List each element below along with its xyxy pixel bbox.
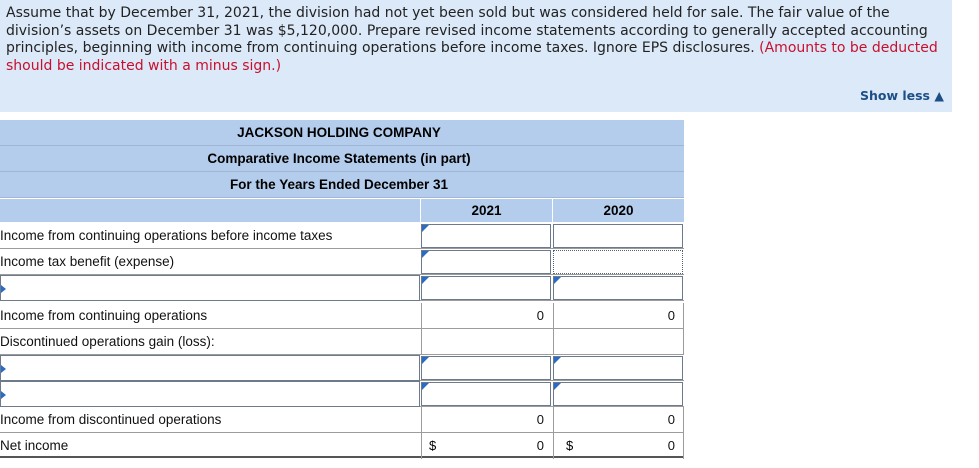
show-less-link[interactable] xyxy=(860,88,944,103)
dropdown-marker-icon xyxy=(1,285,6,293)
row-label: Discontinued operations gain (loss): xyxy=(0,334,215,349)
statement-period-row xyxy=(0,172,684,198)
value-2021 xyxy=(421,329,552,355)
income-statement-table xyxy=(0,120,686,460)
column-header-blank xyxy=(0,199,420,222)
amount-input-2021[interactable] xyxy=(421,276,551,300)
value-2020 xyxy=(553,329,684,355)
row-label: Income from discontinued operations xyxy=(0,412,222,427)
label-input[interactable] xyxy=(0,355,420,381)
show-less-label: Show less xyxy=(859,88,931,103)
table-row xyxy=(0,275,684,301)
question-note: (Amounts to be deducted should be indicated with a minus sign.) xyxy=(6,40,938,74)
dropdown-marker-icon xyxy=(422,251,429,258)
triangle-up-icon: ▲ xyxy=(934,88,944,103)
row-label: Income from continuing operations xyxy=(0,308,208,323)
table-row xyxy=(0,329,684,355)
column-header-2020: 2020 xyxy=(553,199,684,222)
amount-input-2020[interactable] xyxy=(553,224,683,248)
amount-input-2020[interactable] xyxy=(553,250,683,274)
dropdown-marker-icon xyxy=(554,277,561,284)
dropdown-marker-icon xyxy=(422,357,429,364)
amount-input-2020[interactable] xyxy=(553,382,683,406)
dropdown-marker-icon xyxy=(554,357,561,364)
amount-input-2020[interactable] xyxy=(553,276,683,300)
company-name: JACKSON HOLDING COMPANY xyxy=(237,125,441,140)
table-row xyxy=(0,223,684,249)
value-2021: 0 xyxy=(421,303,552,329)
table-row xyxy=(0,355,684,381)
row-label: Income tax benefit (expense) xyxy=(0,254,175,269)
amount-input-2021[interactable] xyxy=(421,382,551,406)
row-label: Income from continuing operations before income taxes xyxy=(0,228,333,243)
company-name-row xyxy=(0,120,684,146)
table-row xyxy=(0,433,684,458)
question-panel xyxy=(0,0,952,112)
label-input[interactable] xyxy=(0,275,420,301)
value-2021: 0 xyxy=(421,407,552,433)
dropdown-marker-icon xyxy=(422,225,429,232)
label-input[interactable] xyxy=(0,381,420,407)
table-row xyxy=(0,301,684,329)
table-row xyxy=(0,381,684,407)
amount-input-2021[interactable] xyxy=(421,224,551,248)
dropdown-marker-icon xyxy=(422,277,429,284)
amount-input-2021[interactable] xyxy=(421,356,551,380)
dropdown-marker-icon xyxy=(554,383,561,390)
question-text xyxy=(6,5,946,75)
value-2021: 0 xyxy=(421,433,552,459)
statement-period: For the Years Ended December 31 xyxy=(229,177,449,192)
currency-symbol: $ xyxy=(429,438,437,453)
dropdown-marker-icon xyxy=(1,365,6,373)
currency-symbol: $ xyxy=(566,438,574,453)
table-row xyxy=(0,407,684,433)
statement-title: Comparative Income Statements (in part) xyxy=(207,151,471,166)
amount-input-2020[interactable] xyxy=(553,356,683,380)
question-body: Assume that by December 31, 2021, the division had not yet been sold but was considered held for sale. The fair value of the division’s assets on December 31 was $5,120,000. Prepare revised income statements according to generally accepted accounting principles, beginning with income from continuing operations before income taxes. Ignore EPS disclosures. xyxy=(6,5,928,57)
amount-input-2021[interactable] xyxy=(421,250,551,274)
dropdown-marker-icon xyxy=(422,383,429,390)
row-label: Net income xyxy=(0,438,69,453)
table-row xyxy=(0,249,684,275)
statement-title-row xyxy=(0,146,684,172)
column-header-2021: 2021 xyxy=(421,199,552,222)
value-2020: 0 xyxy=(553,303,684,329)
value-2020: 0 xyxy=(553,407,684,433)
value-2020: 0 xyxy=(553,433,684,459)
dropdown-marker-icon xyxy=(1,391,6,399)
